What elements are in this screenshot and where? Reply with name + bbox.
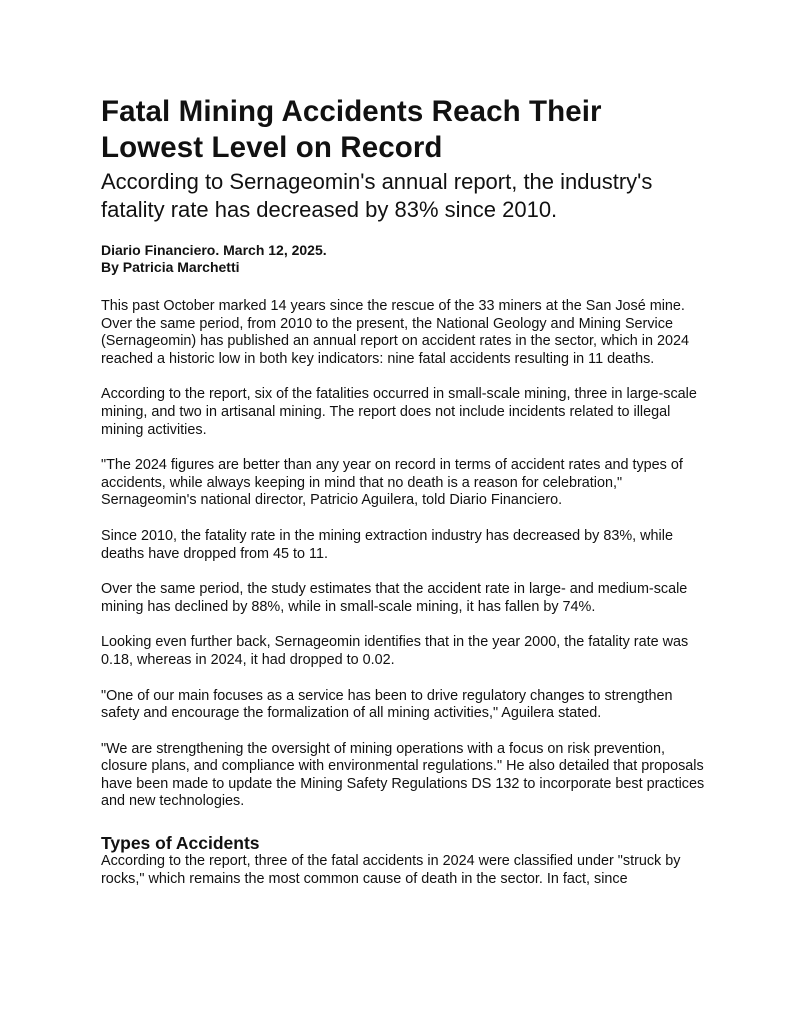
section-heading: Types of Accidents bbox=[101, 833, 260, 854]
article bbox=[101, 94, 711, 888]
article-subtitle: According to Sernageomin's annual report, the industry's fatality rate has decreased by 83% since 2010. bbox=[101, 169, 653, 222]
body-paragraph: Since 2010, the fatality rate in the mining extraction industry has decreased by 83%, while deaths have dropped from 45 to 11. bbox=[101, 527, 673, 562]
body-paragraph: According to the report, six of the fatalities occurred in small-scale mining, three in large-scale mining, and two in artisanal mining. The report does not include incidents related to illegal mining activities. bbox=[101, 386, 697, 438]
article-title: Fatal Mining Accidents Reach Their Lowest Level on Record bbox=[101, 95, 602, 164]
body-paragraph: "We are strengthening the oversight of mining operations with a focus on risk prevention, closure plans, and compliance with environmental regulations." He also detailed that proposals have been made to update the Mining Safety Regulations DS 132 to incorporate best practices and new technologies. bbox=[101, 740, 705, 810]
body-paragraph: Looking even further back, Sernageomin identifies that in the year 2000, the fatality rate was 0.18, whereas in 2024, it had dropped to 0.02. bbox=[101, 634, 689, 668]
article-meta bbox=[101, 242, 711, 276]
body-paragraph: Over the same period, the study estimates that the accident rate in large- and medium-scale mining has declined by 88%, while in small-scale mining, it has fallen by 74%. bbox=[101, 581, 688, 615]
body-paragraph: "The 2024 figures are better than any year on record in terms of accident rates and types of accidents, while always keeping in mind that no death is a reason for celebration," Sernageomin's national director, Patricio Aguilera, told Diario Financiero. bbox=[101, 457, 683, 509]
source-line: Diario Financiero. March 12, 2025. bbox=[101, 242, 327, 258]
article-body bbox=[101, 298, 711, 888]
body-paragraph: "One of our main focuses as a service has been to drive regulatory changes to strengthen safety and encourage the formalization of all mining activities," Aguilera stated. bbox=[101, 687, 673, 722]
byline: By Patricia Marchetti bbox=[101, 259, 240, 275]
section-paragraph: According to the report, three of the fatal accidents in 2024 were classified under "struck by rocks," which remains the most common cause of death in the sector. In fact, since bbox=[101, 853, 681, 887]
body-paragraph: This past October marked 14 years since the rescue of the 33 miners at the San José mine. Over the same period, from 2010 to the present, the National Geology and Mining Service (Sernageomin) has published an annual report on accident rates in the sector, which in 2024 reached a historic low in both key indicators: nine fatal accidents resulting in 11 deaths. bbox=[101, 298, 689, 367]
